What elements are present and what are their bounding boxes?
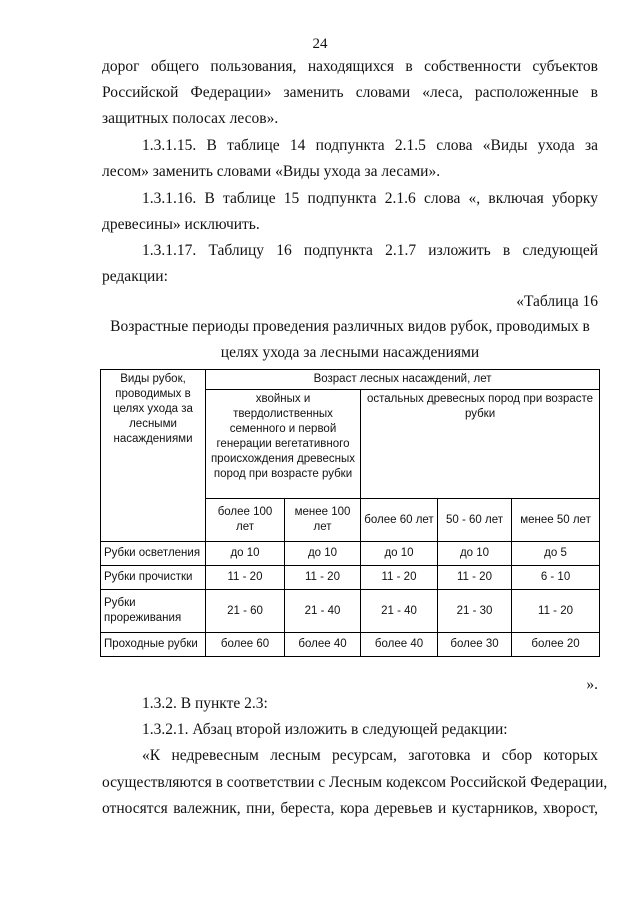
paragraph-line: осуществляются в соответствии с Лесным кодексом Российской Федерации, xyxy=(102,774,608,791)
paragraph-line: 1.3.1.16. В таблице 15 подпункта 2.1.6 слова «, включая уборку xyxy=(142,190,598,207)
table-cell: более 60 xyxy=(206,633,285,657)
paragraph-line: 1.3.2.1. Абзац второй изложить в следующей редакции: xyxy=(142,721,508,738)
column-header: 50 - 60 лет xyxy=(438,499,512,542)
table-cell: 21 - 40 xyxy=(285,590,361,633)
table-cell: до 5 xyxy=(512,542,600,566)
table-row xyxy=(101,566,600,590)
table-cell: более 40 xyxy=(285,633,361,657)
row-label: Проходные рубки xyxy=(101,633,206,657)
table-cell: 11 - 20 xyxy=(206,566,285,590)
table-cell: 21 - 40 xyxy=(361,590,438,633)
table-label: «Таблица 16 xyxy=(516,293,598,310)
table-cell: 11 - 20 xyxy=(438,566,512,590)
page-number: 24 xyxy=(312,36,328,52)
header-felling-types: Виды рубок, проводимых в целях ухода за лесными насаждениями xyxy=(101,370,206,542)
header-other-group: остальных древесных пород при возрасте рубки xyxy=(361,390,600,499)
table-cell: 6 - 10 xyxy=(512,566,600,590)
paragraph-line: дорог общего пользования, находящихся в собственности субъектов xyxy=(102,58,598,75)
paragraph-line: 1.3.1.15. В таблице 14 подпункта 2.1.5 слова «Виды ухода за xyxy=(142,137,598,154)
table-title: Возрастные периоды проведения различных видов рубок, проводимых в xyxy=(110,318,590,335)
table-cell: 21 - 60 xyxy=(206,590,285,633)
row-label: Рубки прореживания xyxy=(101,590,206,633)
table-cell: более 20 xyxy=(512,633,600,657)
header-forest-age: Возраст лесных насаждений, лет xyxy=(206,370,600,390)
paragraph-line: «К недревесным лесным ресурсам, заготовка и сбор которых xyxy=(142,747,598,764)
table-cell: более 30 xyxy=(438,633,512,657)
paragraph-line: лесом» заменить словами «Виды ухода за лесами». xyxy=(102,163,441,180)
table-cell: 11 - 20 xyxy=(285,566,361,590)
paragraph-line: 1.3.1.17. Таблицу 16 подпункта 2.1.7 изложить в следующей xyxy=(142,242,598,259)
table-row xyxy=(101,633,600,657)
table-row xyxy=(101,542,600,566)
table-cell: 11 - 20 xyxy=(512,590,600,633)
table-cell: более 40 xyxy=(361,633,438,657)
paragraph-line: древесины» исключить. xyxy=(102,216,260,233)
table-cell: 11 - 20 xyxy=(361,566,438,590)
table-closing-quote: ». xyxy=(586,676,598,693)
table-row xyxy=(101,590,600,633)
table-cell: 21 - 30 xyxy=(438,590,512,633)
felling-table xyxy=(100,369,600,657)
table-title: целях ухода за лесными насаждениями xyxy=(220,344,480,361)
paragraph-line: редакции: xyxy=(102,268,168,285)
paragraph-line: 1.3.2. В пункте 2.3: xyxy=(142,695,268,712)
column-header: менее 100 лет xyxy=(285,499,361,542)
table-cell: до 10 xyxy=(361,542,438,566)
paragraph-line: Российской Федерации» заменить словами «леса, расположенные в xyxy=(102,84,598,101)
column-header: более 60 лет xyxy=(361,499,438,542)
header-conifer-group: хвойных и твердолиственных семенного и первой генерации вегетативного происхождения древесных пород при возрасте рубки xyxy=(206,390,361,499)
row-label: Рубки прочистки xyxy=(101,566,206,590)
column-header: более 100 лет xyxy=(206,499,285,542)
table-cell: до 10 xyxy=(206,542,285,566)
row-label: Рубки осветления xyxy=(101,542,206,566)
table-cell: до 10 xyxy=(438,542,512,566)
column-header: менее 50 лет xyxy=(512,499,600,542)
table-cell: до 10 xyxy=(285,542,361,566)
paragraph-line: защитных полосах лесов». xyxy=(102,110,279,127)
paragraph-line: относятся валежник, пни, береста, кора деревьев и кустарников, хворост, xyxy=(102,800,598,817)
